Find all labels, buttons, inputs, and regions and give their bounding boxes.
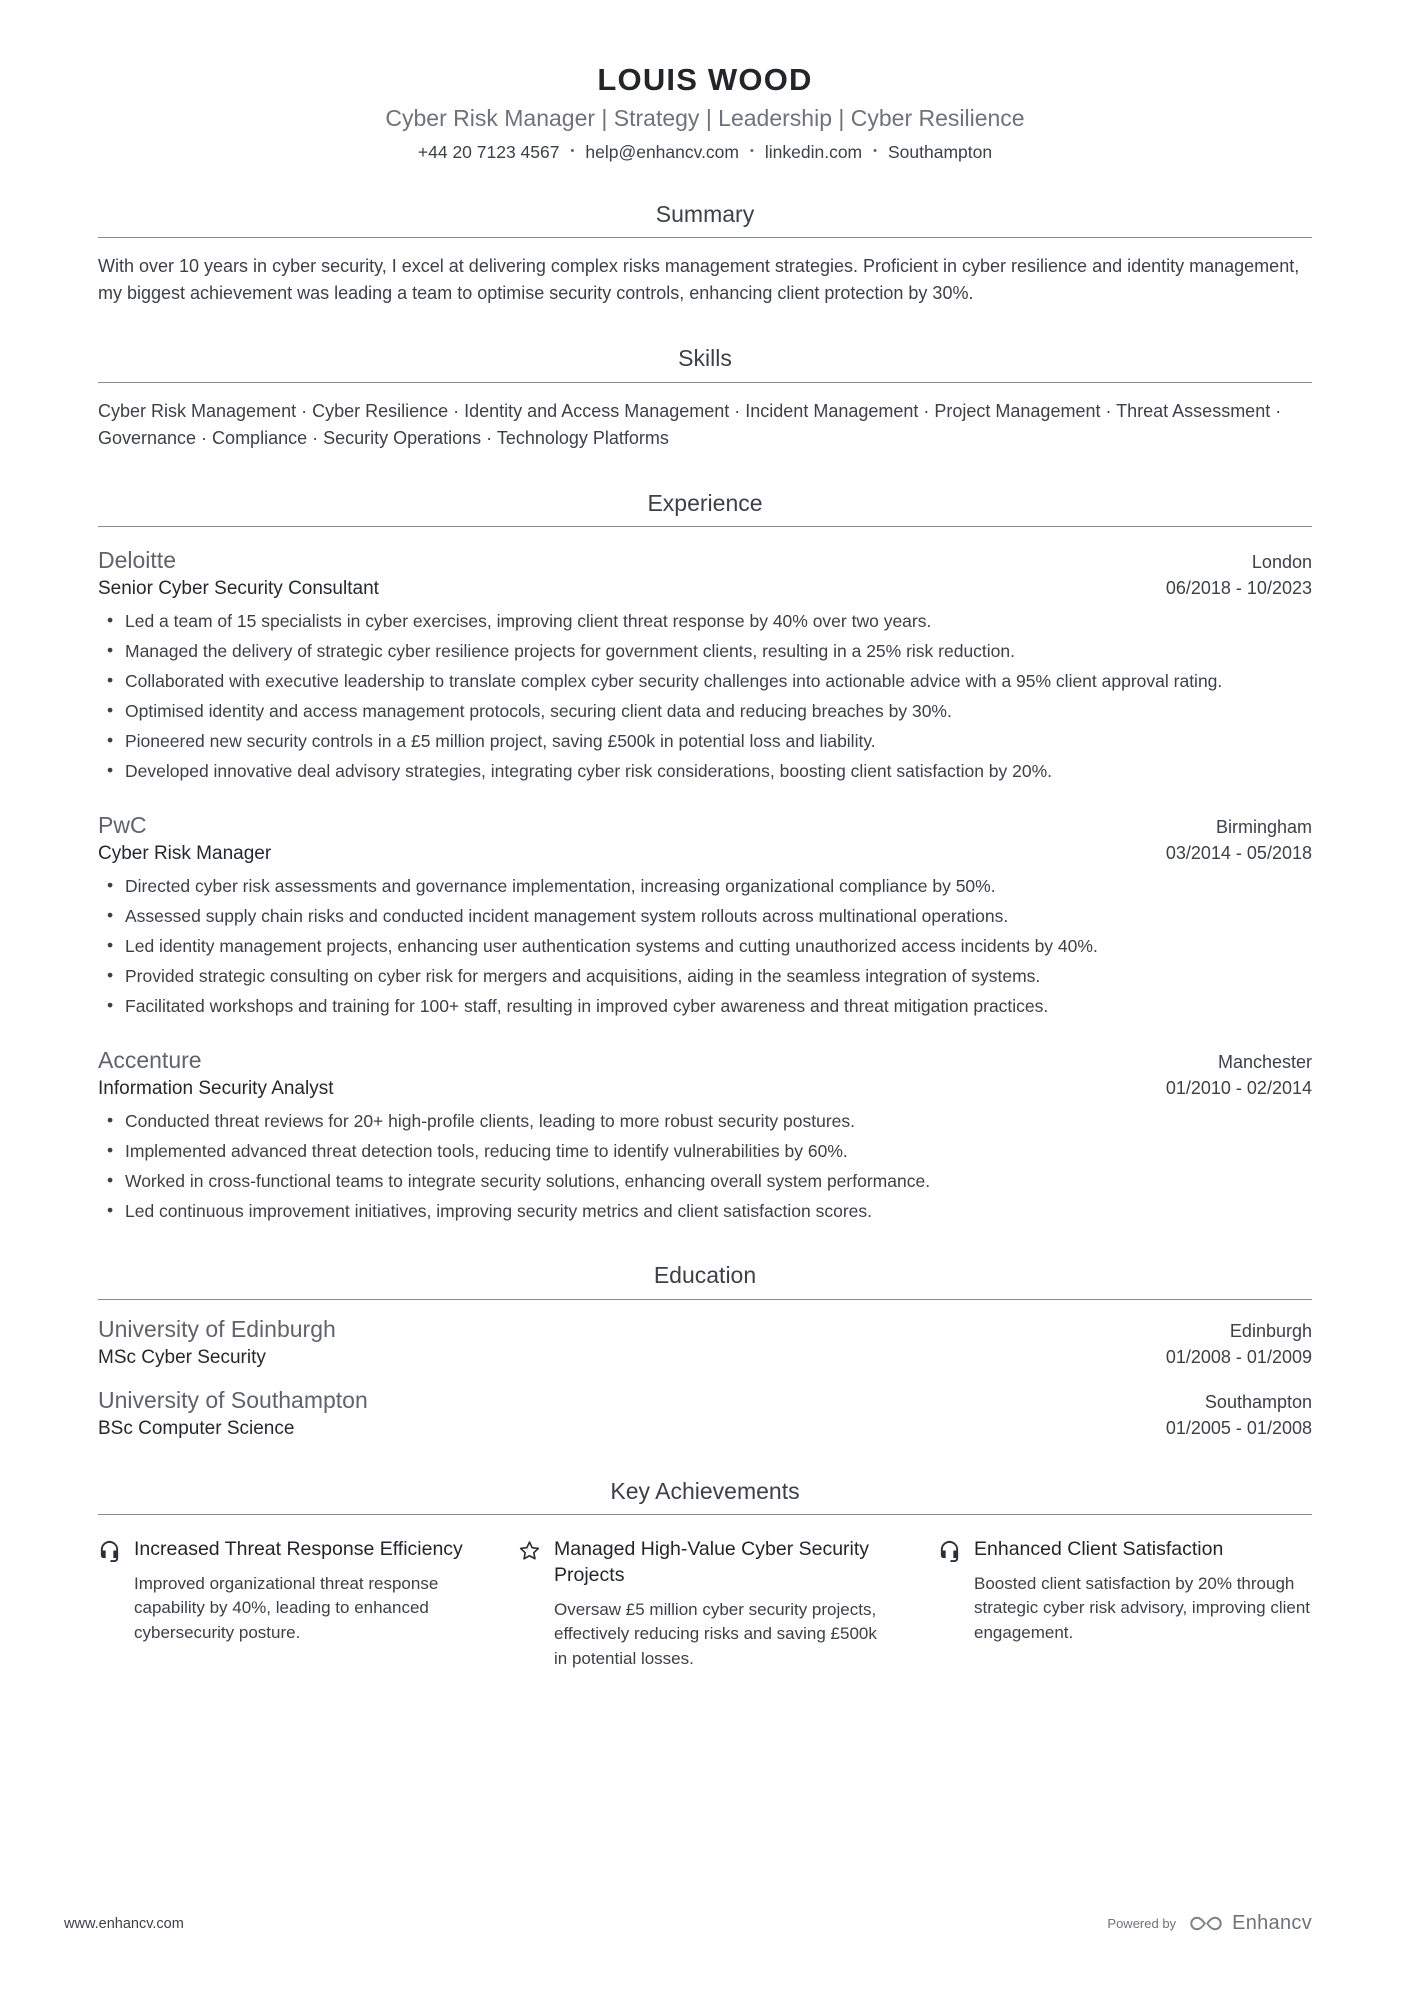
education-dates: 01/2005 - 01/2008 (1165, 1417, 1312, 1438)
education-dates: 01/2008 - 01/2009 (1165, 1346, 1312, 1367)
education-section (98, 1262, 1312, 1440)
bullet-item: • Facilitated workshops and training for 100+ staff, resulting in improved cyber awareness and threat mitigation practices. (98, 994, 1312, 1019)
brand-name: Enhancv (1232, 1912, 1312, 1934)
title-row (98, 578, 1312, 600)
job-dates: 03/2014 - 05/2018 (1165, 843, 1312, 864)
title-row (98, 1078, 1312, 1100)
company-row (98, 1047, 1312, 1074)
job-title: Cyber Risk Manager (98, 843, 272, 865)
website-link[interactable]: www.enhancv.com (64, 1915, 184, 1932)
job-bullets (98, 874, 1312, 1019)
bullet-item: • Developed innovative deal advisory strategies, integrating cyber risk considerations, boosting client satisfaction by 20%. (98, 759, 1312, 784)
enhancv-logo-link[interactable] (1188, 1912, 1312, 1935)
company-name: Deloitte (98, 547, 176, 574)
achievement-title: Managed High-Value Cyber Security Projects (554, 1538, 870, 1586)
experience-heading: Experience (647, 489, 763, 516)
company-name: PwC (98, 812, 147, 839)
section-divider (98, 237, 1312, 238)
achievement-header (518, 1537, 892, 1588)
bullet-item: • Worked in cross-functional teams to integrate security solutions, enhancing overall system performance. (98, 1169, 1312, 1194)
bullet-item: • Pioneered new security controls in a £5 million project, saving £500k in potential loss and liability. (98, 729, 1312, 754)
section-divider (98, 382, 1312, 383)
section-divider (98, 526, 1312, 527)
job-bullets (98, 609, 1312, 784)
education-entry (98, 1387, 1312, 1440)
job-location: Birmingham (1215, 817, 1312, 838)
headset-icon (98, 1539, 121, 1562)
achievement-text: Boosted client satisfaction by 20% through strategic cyber risk advisory, improving client engagement. (974, 1573, 1311, 1642)
company-row (98, 547, 1312, 574)
bullet-item: • Implemented advanced threat detection tools, reducing time to identify vulnerabilities by 60%. (98, 1139, 1312, 1164)
powered-by (1107, 1912, 1312, 1935)
section-divider (98, 1514, 1312, 1515)
job-title: Information Security Analyst (98, 1078, 334, 1100)
achievement-title: Increased Threat Response Efficiency (134, 1538, 463, 1561)
achievement-item (938, 1537, 1312, 1671)
bullet-item: • Assessed supply chain risks and conducted incident management system rollouts across multinational operations. (98, 904, 1312, 929)
location-text: Southampton (888, 141, 993, 162)
candidate-name: LOUIS WOOD (597, 62, 813, 97)
degree-row (98, 1418, 1312, 1440)
bullet-item: • Led continuous improvement initiatives, improving security metrics and client satisfaction scores. (98, 1199, 1312, 1224)
section-divider (98, 1299, 1312, 1300)
company-name: Accenture (98, 1047, 202, 1074)
linkedin-link[interactable]: linkedin.com (764, 141, 863, 162)
achievement-header (938, 1537, 1312, 1563)
school-location: Southampton (1204, 1391, 1312, 1412)
summary-text: With over 10 years in cyber security, I excel at delivering complex risks management strategies. Proficient in cyber resilience and identity management, my biggest achievement was leading a team to optimise security controls, enhancing client protection by 30%. (98, 256, 1300, 304)
school-name: University of Southampton (98, 1386, 368, 1413)
bullet-item: • Conducted threat reviews for 20+ high-profile clients, leading to more robust security postures. (98, 1109, 1312, 1134)
bullet-item: • Optimised identity and access management protocols, securing client data and reducing breaches by 30%. (98, 699, 1312, 724)
experience-entry (98, 547, 1312, 784)
separator-dot: • (873, 145, 877, 158)
powered-by-label: Powered by (1107, 1916, 1177, 1931)
contact-line (98, 142, 1312, 163)
bullet-item: • Directed cyber risk assessments and governance implementation, increasing organizational compliance by 50%. (98, 874, 1312, 899)
experience-section (98, 490, 1312, 1224)
skills-text: Cyber Risk Management · Cyber Resilience · Identity and Access Management · Incident Management · Project Management · Threat Assessment · Governance · Compliance · Security Operations · Technology Platforms (98, 400, 1282, 448)
degree-name: BSc Computer Science (98, 1417, 295, 1439)
bullet-item: • Provided strategic consulting on cyber risk for mergers and acquisitions, aiding in the seamless integration of systems. (98, 964, 1312, 989)
job-dates: 01/2010 - 02/2014 (1165, 1078, 1312, 1099)
email-link[interactable]: help@enhancv.com (585, 141, 739, 162)
achievement-item (518, 1537, 892, 1671)
resume-header (98, 62, 1312, 163)
bullet-item: • Collaborated with executive leadership to translate complex cyber security challenges into actionable advice with a 95% client approval rating. (98, 669, 1312, 694)
school-row (98, 1316, 1312, 1343)
bullet-item: • Managed the delivery of strategic cyber resilience projects for government clients, resulting in a 25% risk reduction. (98, 639, 1312, 664)
title-row (98, 843, 1312, 865)
degree-name: MSc Cyber Security (98, 1346, 266, 1368)
phone-number: +44 20 7123 4567 (417, 141, 560, 162)
job-location: Manchester (1217, 1052, 1312, 1073)
enhancv-logo (1188, 1914, 1224, 1933)
skills-heading: Skills (678, 345, 732, 372)
separator-dot: • (750, 145, 754, 158)
achievement-item (98, 1537, 472, 1671)
star-icon (518, 1539, 541, 1562)
experience-entry (98, 1047, 1312, 1224)
bullet-item: • Led a team of 15 specialists in cyber exercises, improving client threat response by 40% over two years. (98, 609, 1312, 634)
page-footer (64, 1912, 1312, 1935)
achievements-section (98, 1478, 1312, 1671)
education-heading: Education (653, 1262, 757, 1289)
bullet-item: • Led identity management projects, enhancing user authentication systems and cutting unauthorized access incidents by 40%. (98, 934, 1312, 959)
school-location: Edinburgh (1229, 1320, 1312, 1341)
degree-row (98, 1347, 1312, 1369)
achievements-heading: Key Achievements (610, 1477, 800, 1504)
job-dates: 06/2018 - 10/2023 (1165, 578, 1312, 599)
job-title: Senior Cyber Security Consultant (98, 578, 379, 600)
job-bullets (98, 1109, 1312, 1224)
achievement-text: Oversaw £5 million cyber security projects, effectively reducing risks and saving £500k in potential losses. (554, 1599, 877, 1668)
education-entry (98, 1316, 1312, 1369)
experience-entry (98, 812, 1312, 1019)
achievement-title: Enhanced Client Satisfaction (974, 1538, 1224, 1561)
summary-heading: Summary (655, 200, 755, 227)
school-row (98, 1387, 1312, 1414)
achievement-text: Improved organizational threat response capability by 40%, leading to enhanced cybersecurity posture. (134, 1573, 439, 1642)
separator-dot: • (570, 145, 575, 158)
achievement-header (98, 1537, 472, 1563)
achievements-grid (98, 1537, 1312, 1671)
school-name: University of Edinburgh (98, 1315, 336, 1342)
candidate-headline: Cyber Risk Manager | Strategy | Leadership | Cyber Resilience (385, 104, 1025, 131)
job-location: London (1251, 552, 1312, 573)
summary-section (98, 201, 1312, 308)
skills-section (98, 345, 1312, 452)
headset-icon (938, 1539, 961, 1562)
company-row (98, 812, 1312, 839)
